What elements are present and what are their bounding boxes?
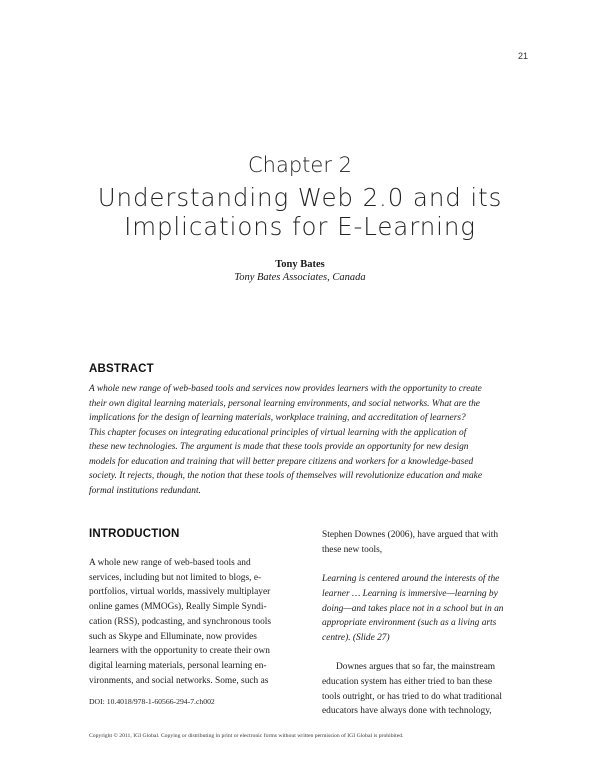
block-quote [322,572,529,646]
copyright-notice: Copyright © 2011, IGI Global. Copying or distributing in print or electronic forms without written permission of IGI Global is prohibited. [89,733,404,739]
abstract-line: their own digital learning materials, personal learning environments, and social networks. What are the [89,398,480,409]
chapter-title [0,183,600,241]
abstract-line: formal institutions redundant. [89,485,201,496]
abstract-line: these new technologies. The argument is made that these tools provide an opportunity for new design [89,442,469,453]
chapter-title-line: Implications for E-Learning [124,212,476,241]
page-number: 21 [517,51,528,61]
body-line: tools outright, or has tried to do what traditional [322,691,502,702]
body-line: A whole new range of web-based tools and [89,558,251,568]
introduction-right-column [322,528,529,719]
body-line: Stephen Downes (2006), have argued that with [322,530,499,540]
abstract-line: models for education and training that will better prepare citizens and workers for a knowledge-based [89,456,474,467]
chapter-label: Chapter 2 [248,153,352,177]
body-line: digital learning materials, personal learning en- [89,660,267,671]
abstract-line: implications for the design of learning materials, workplace training, and accreditation of learners? [89,413,466,424]
abstract-line: This chapter focuses on integrating educational principles of virtual learning with the application of [89,427,467,438]
paragraph-spacer [322,646,529,661]
abstract-body [89,382,514,498]
chapter-title-line: Understanding Web 2.0 and its [97,183,503,212]
abstract-line: society. It rejects, though, the notion that these tools of themselves will revolutionize education and make [89,471,482,482]
introduction-left-column [89,556,296,688]
body-line: cation (RSS), podcasting, and synchronous tools [89,616,272,627]
quote-line: learner … Learning is immersive—learning by [322,588,498,599]
body-line: services, including but not limited to blogs, e- [89,572,262,583]
introduction-heading: INTRODUCTION [89,528,180,540]
abstract-heading: ABSTRACT [89,363,154,375]
doi-text: DOI: 10.4018/978-1-60566-294-7.ch002 [89,697,215,706]
author-name: Tony Bates [275,259,325,270]
author-affiliation: Tony Bates Associates, Canada [234,272,366,283]
body-line: Downes argues that so far, the mainstream [336,662,496,673]
paragraph-spacer [322,557,529,572]
body-line: educators have always done with technology, [322,706,492,717]
body-line: these new tools, [322,544,383,555]
quote-line: doing—and takes place not in a school but in an [322,603,504,614]
quote-line: centre). (Slide 27) [322,632,390,643]
abstract-line: A whole new range of web-based tools and services now provides learners with the opportunity to create [89,384,482,394]
body-line: learners with the opportunity to create their own [89,646,270,657]
quote-line: Learning is centered around the interests of the [322,574,500,585]
body-line: education system has either tried to ban these [322,677,492,687]
body-line: portfolios, virtual worlds, massively multiplayer [89,587,271,598]
quote-line: appropriate environment (such as a living arts [322,618,497,629]
body-line: vironments, and social networks. Some, such as [89,675,269,686]
body-line: online games (MMOGs), Really Simple Syndi- [89,602,267,613]
body-line: such as Skype and Elluminate, now provides [89,631,257,642]
